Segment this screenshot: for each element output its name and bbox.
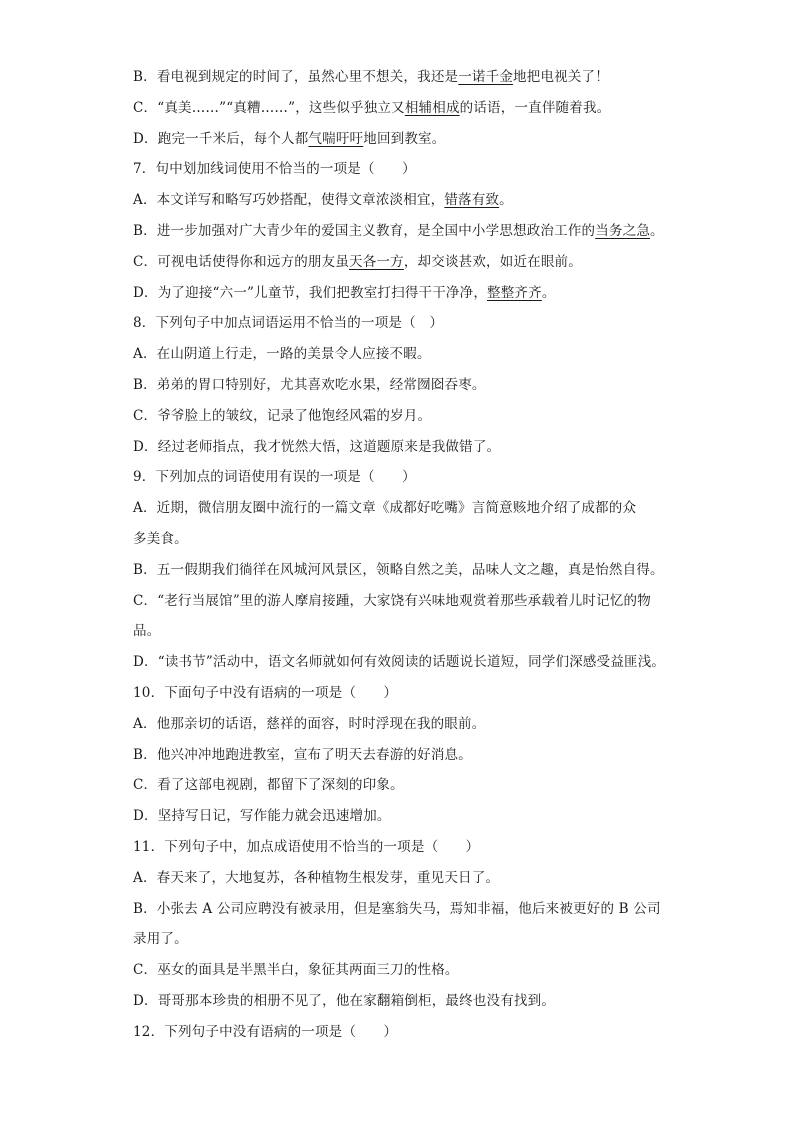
text-segment: B．小张去 A 公司应聘没有被录用，但是塞翁失马，焉知非福，他后来被更好的 B 公司 — [133, 901, 661, 917]
text-segment: A．他那亲切的话语，慈祥的面容，时时浮现在我的眼前。 — [133, 716, 486, 732]
text-segment: C．“真美……”“真糟……”，这些似乎独立又 — [133, 100, 405, 116]
text-segment: C．爷爷脸上的皱纹，记录了他饱经风霜的岁月。 — [133, 408, 432, 424]
text-line — [133, 900, 693, 918]
text-segment: 。 — [541, 285, 556, 301]
underlined-phrase: 天各一方 — [349, 254, 404, 270]
text-segment: B．五一假期我们徜徉在风城河风景区，领略自然之美，品味人文之趣，真是怡然自得。 — [133, 562, 664, 578]
text-line — [133, 592, 693, 610]
text-segment: C．巫女的面具是半黑半白，象征其两面三刀的性格。 — [133, 962, 459, 978]
text-segment: B．看电视到规定的时间了，虽然心里不想关，我还是 — [133, 69, 459, 85]
text-line — [133, 130, 693, 148]
text-line — [133, 961, 693, 979]
text-line — [133, 345, 693, 363]
text-line — [133, 222, 693, 240]
text-segment: A．在山阴道上行走，一路的美景令人应接不暇。 — [133, 346, 431, 362]
text-line — [133, 253, 693, 271]
text-segment: 录用了。 — [133, 931, 188, 947]
underlined-phrase: 一诺千金 — [458, 69, 514, 85]
text-line — [133, 992, 693, 1010]
text-segment: A．本文详写和略写巧妙搭配，使得文章浓淡相宜， — [133, 192, 445, 208]
text-segment: 地把电视关了！ — [513, 69, 609, 85]
text-segment: D．“读书节”活动中，语文名师就如何有效阅读的话题说长道短，同学们深感受益匪浅。 — [133, 654, 666, 670]
text-segment: B．进一步加强对广大青少年的爱国主义教育，是全国中小学思想政治工作的 — [133, 223, 596, 239]
text-line — [133, 869, 693, 887]
text-segment: B．他兴冲冲地跑进教室，宣布了明天去春游的好消息。 — [133, 747, 472, 763]
text-line — [133, 191, 693, 209]
text-line — [133, 838, 693, 856]
text-line — [133, 314, 693, 332]
text-line — [133, 807, 693, 825]
text-line — [133, 746, 693, 764]
text-segment: 8．下列句子中加点词语运用不恰当的一项是（ ） — [133, 315, 444, 331]
text-segment: 11．下列句子中，加点成语使用不恰当的一项是（ ） — [133, 839, 480, 855]
text-line — [133, 1023, 693, 1041]
underlined-phrase: 相辅相成 — [404, 100, 460, 116]
text-line — [133, 468, 693, 486]
text-line — [133, 930, 693, 948]
text-line — [133, 684, 693, 702]
text-segment: D．经过老师指点，我才恍然大悟，这道题原来是我做错了。 — [133, 439, 501, 455]
text-line — [133, 653, 693, 671]
text-segment: A．近期，微信朋友圈中流行的一篇文章《成都好吃嘴》言简意赅地介绍了成都的众 — [133, 500, 637, 516]
text-line — [133, 561, 693, 579]
text-line — [133, 715, 693, 733]
text-segment: 。 — [650, 223, 664, 239]
text-line — [133, 776, 693, 794]
text-segment: 10．下面句子中没有语病的一项是（ ） — [133, 685, 398, 701]
text-segment: 12．下列句子中没有语病的一项是（ ） — [133, 1024, 398, 1040]
text-line — [133, 499, 693, 517]
text-line — [133, 407, 693, 425]
text-line — [133, 530, 693, 548]
text-segment: B．弟弟的胃口特别好，尤其喜欢吃水果，经常囫囵吞枣。 — [133, 377, 486, 393]
text-segment: 地回到教室。 — [363, 131, 446, 147]
text-line — [133, 622, 693, 640]
text-segment: C．看了这部电视剧，都留下了深刻的印象。 — [133, 777, 404, 793]
text-segment: 的话语，一直伴随着我。 — [459, 100, 611, 116]
underlined-phrase: 整整齐齐 — [487, 285, 542, 301]
text-segment: C．“老行当展馆”里的游人摩肩接踵，大家饶有兴味地观赏着那些承载着儿时记忆的物 — [133, 593, 651, 609]
text-segment: C．可视电话使得你和远方的朋友虽 — [133, 254, 350, 270]
text-segment: 9．下列加点的词语使用有误的一项是（ ） — [133, 469, 416, 485]
text-segment: D．坚持写日记，写作能力就会迅速增加。 — [133, 808, 391, 824]
text-line — [133, 99, 693, 117]
text-line — [133, 376, 693, 394]
text-line — [133, 160, 693, 178]
text-line — [133, 438, 693, 456]
text-segment: 多美食。 — [133, 531, 188, 547]
underlined-phrase: 错落有致 — [444, 192, 500, 208]
text-segment: 。 — [499, 192, 513, 208]
text-segment: D．哥哥那本珍贵的相册不见了，他在家翻箱倒柜，最终也没有找到。 — [133, 993, 556, 1009]
text-segment: D．跑完一千米后，每个人都 — [133, 131, 309, 147]
text-segment: ，却交谈甚欢，如近在眼前。 — [403, 254, 582, 270]
underlined-phrase: 当务之急 — [595, 223, 651, 239]
text-segment: D．为了迎接“六一”儿童节，我们把教室打扫得干干净净， — [133, 285, 488, 301]
text-segment: 品。 — [133, 623, 161, 639]
text-segment: 7．句中划加线词使用不恰当的一项是（ ） — [133, 161, 416, 177]
text-segment: A．春天来了，大地复苏，各种植物生根发芽，重见天日了。 — [133, 870, 500, 886]
underlined-phrase: 气喘吁吁 — [308, 131, 364, 147]
text-line — [133, 68, 693, 86]
text-line — [133, 284, 693, 302]
